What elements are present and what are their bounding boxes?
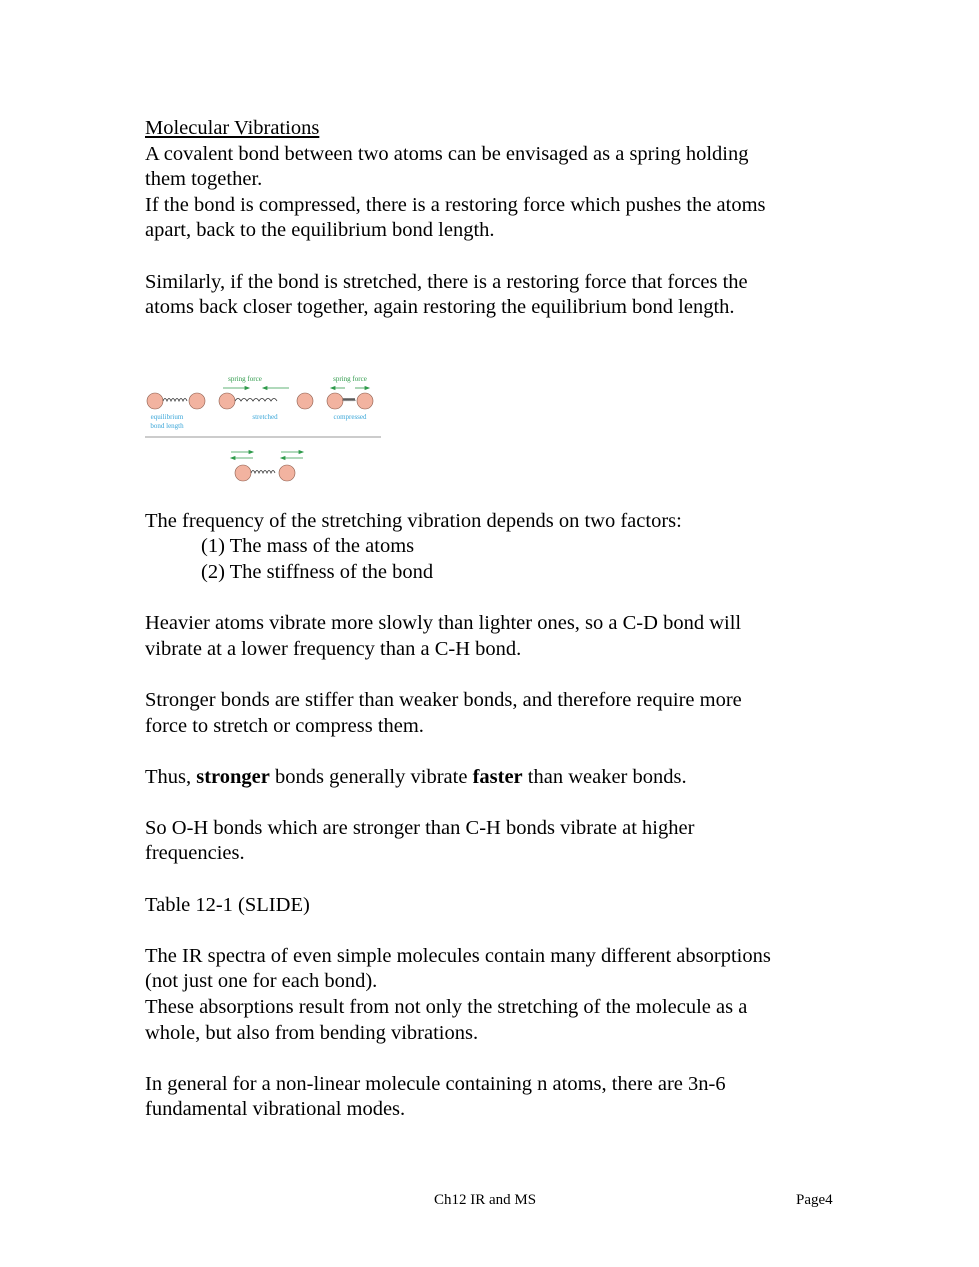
- para3-item2: (2) The stiffness of the bond: [201, 560, 434, 583]
- para6-post: than weaker bonds.: [522, 765, 687, 788]
- spring-diagram: [145, 369, 385, 499]
- footer-title: Ch12 IR and MS: [434, 1192, 537, 1208]
- arrow-group-top: [223, 386, 369, 389]
- spring-force-label-2: spring force: [333, 374, 367, 383]
- para1-line3: If the bond is compressed, there is a restoring force which pushes the atoms: [145, 193, 766, 216]
- compressed-label: compressed: [333, 412, 367, 421]
- para4-line1: Heavier atoms vibrate more slowly than lighter ones, so a C-D bond will: [145, 612, 742, 635]
- stretched-label: stretched: [252, 412, 278, 421]
- spring-vibration-figure: [145, 369, 385, 489]
- para6-mid: bonds generally vibrate: [269, 765, 473, 788]
- equilibrium-label-2: bond length: [150, 421, 184, 430]
- section-heading: Molecular Vibrations: [145, 117, 320, 139]
- page-content: [145, 116, 845, 1123]
- para7-line1: So O-H bonds which are stronger than C-H bonds vibrate at higher: [145, 816, 695, 839]
- spring-force-label-1: spring force: [228, 374, 262, 383]
- para2-line1: Similarly, if the bond is stretched, there is a restoring force that forces the: [145, 270, 748, 293]
- para5-line1: Stronger bonds are stiffer than weaker bonds, and therefore require more: [145, 688, 742, 711]
- para3-intro: The frequency of the stretching vibration depends on two factors:: [145, 509, 682, 532]
- para9-line4: whole, but also from bending vibrations.: [145, 1021, 479, 1044]
- para10-line1: In general for a non-linear molecule containing n atoms, there are 3n-6: [145, 1072, 726, 1095]
- compressed-molecule: [327, 393, 373, 409]
- para8: Table 12-1 (SLIDE): [145, 893, 310, 916]
- page-number: Page4: [796, 1192, 833, 1208]
- para9-line1: The IR spectra of even simple molecules contain many different absorptions: [145, 944, 771, 967]
- para1-line2: them together.: [145, 168, 263, 191]
- para4-line2: vibrate at a lower frequency than a C-H bond.: [145, 637, 522, 660]
- para6-bold-stronger: stronger: [196, 765, 270, 788]
- para5-line2: force to stretch or compress them.: [145, 714, 424, 737]
- para6-bold-faster: faster: [472, 765, 523, 788]
- vibrating-molecule: [235, 465, 295, 481]
- para6-pre: Thus,: [145, 765, 197, 788]
- para3-item1: (1) The mass of the atoms: [201, 535, 415, 558]
- equilibrium-molecule: [147, 393, 205, 409]
- stretched-molecule: [219, 393, 313, 409]
- para6: [145, 765, 845, 791]
- para9-line2: (not just one for each bond).: [145, 970, 378, 993]
- para7-line2: frequencies.: [145, 842, 245, 865]
- equilibrium-label-1: equilibrium: [150, 412, 184, 421]
- para9-line3: These absorptions result from not only the stretching of the molecule as a: [145, 996, 748, 1019]
- arrow-group-bottom: [231, 450, 303, 459]
- para10-line2: fundamental vibrational modes.: [145, 1098, 406, 1121]
- para1-line1: A covalent bond between two atoms can be envisaged as a spring holding: [145, 142, 749, 165]
- para1-line4: apart, back to the equilibrium bond length.: [145, 219, 495, 242]
- para2-line2: atoms back closer together, again restoring the equilibrium bond length.: [145, 296, 735, 319]
